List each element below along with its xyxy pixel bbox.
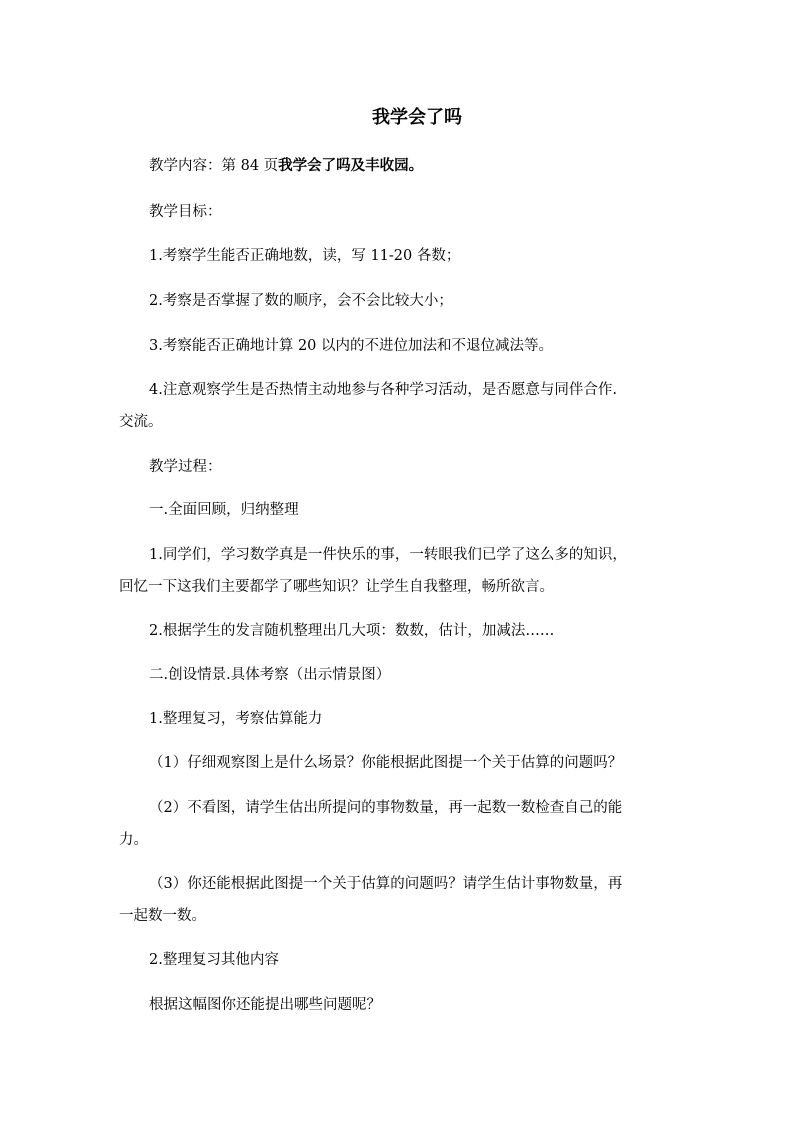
document-title: 我学会了吗 bbox=[372, 107, 462, 128]
section-1-heading: 一.全面回顾，归纳整理 bbox=[149, 502, 299, 518]
question-2-line-2: 力。 bbox=[119, 832, 148, 848]
question-1: （1）仔细观察图上是什么场景？你能根据此图提一个关于估算的问题吗？ bbox=[149, 755, 623, 771]
goal-4-line-1: 4.注意观察学生是否热情主动地参与各种学习活动，是否愿意与同伴合作. bbox=[149, 382, 617, 398]
goal-2: 2.考察是否掌握了数的顺序，会不会比较大小； bbox=[149, 293, 453, 309]
section-1-item-2: 2.根据学生的发言随机整理出几大项：数数，估计，加减法…… bbox=[149, 623, 555, 639]
content-line bbox=[119, 150, 679, 182]
question-3-line-1: （3）你还能根据此图提一个关于估算的问题吗？请学生估计事物数量，再 bbox=[149, 876, 623, 892]
content-bold-text: 我学会了吗及丰收园。 bbox=[278, 157, 424, 174]
process-heading: 教学过程： bbox=[149, 459, 222, 475]
question-3-line-2: 一起数一数。 bbox=[119, 908, 206, 924]
section-1-item-1-line-2: 回忆一下这我们主要都学了哪些知识？让学生自我整理，畅所欲言。 bbox=[119, 579, 554, 595]
goals-heading: 教学目标： bbox=[149, 204, 222, 220]
goal-1: 1.考察学生能否正确地数，读，写 11-20 各数； bbox=[149, 248, 461, 264]
question-2-line-1: （2）不看图，请学生估出所提问的事物数量，再一起数一数检查自己的能 bbox=[149, 800, 623, 816]
content-label: 教学内容：第 84 页 bbox=[149, 158, 279, 174]
section-1-item-1-line-1: 1.同学们，学习数学真是一件快乐的事，一转眼我们已学了这么多的知识， bbox=[149, 547, 627, 563]
closing-question: 根据这幅图你还能提出哪些问题呢？ bbox=[149, 997, 381, 1013]
section-2-item-1: 1.整理复习，考察估算能力 bbox=[149, 711, 323, 727]
section-2-item-2: 2.整理复习其他内容 bbox=[149, 952, 279, 968]
section-2-heading: 二.创设情景.具体考察（出示情景图） bbox=[149, 667, 391, 683]
goal-4-line-2: 交流。 bbox=[119, 414, 163, 430]
goal-3: 3.考察能否正确地计算 20 以内的不进位加法和不退位减法等。 bbox=[149, 338, 554, 354]
